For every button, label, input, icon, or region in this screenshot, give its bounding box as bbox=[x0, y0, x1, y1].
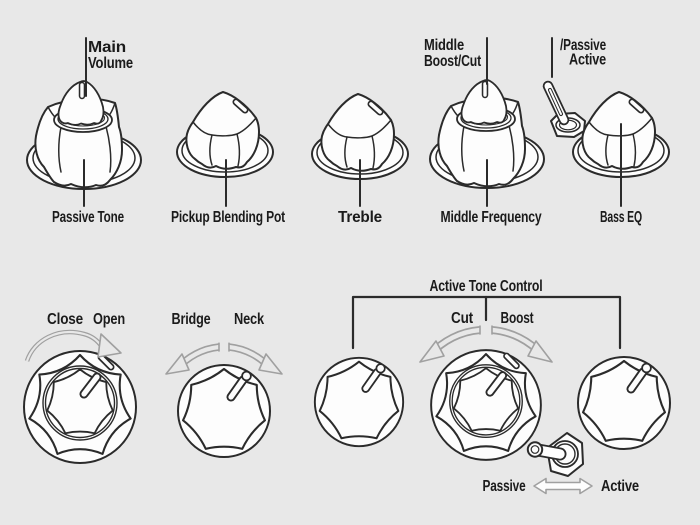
label-close: Close bbox=[47, 311, 84, 328]
bracket-active-tone bbox=[353, 297, 620, 348]
label-treble: Treble bbox=[338, 209, 383, 226]
knob-top-cut-boost bbox=[431, 350, 541, 460]
label-passive-tone: Passive Tone bbox=[52, 209, 125, 226]
knob-top-active-tone-right bbox=[578, 357, 670, 449]
bottom-row bbox=[24, 278, 670, 495]
callout-main-volume-line1: Main bbox=[88, 39, 126, 56]
direction-arrow-passive-active bbox=[534, 479, 592, 494]
label-active: Active bbox=[601, 478, 640, 495]
label-pickup-blending-pot: Pickup Blending Pot bbox=[171, 209, 286, 226]
label-neck: Neck bbox=[234, 311, 265, 328]
knob-top-bridge-neck bbox=[178, 365, 270, 457]
label-passive: Passive bbox=[482, 478, 526, 495]
callout-switch-line2: Active bbox=[569, 51, 607, 69]
label-bass-eq: Bass EQ bbox=[600, 209, 643, 226]
arrowhead-open bbox=[98, 334, 121, 357]
knob-top-close-open bbox=[24, 351, 136, 463]
callout-middle-boost-cut-line1: Middle bbox=[424, 37, 465, 54]
label-active-tone-control: Active Tone Control bbox=[429, 278, 543, 295]
label-open: Open bbox=[93, 311, 125, 328]
passive-active-toggle-switch bbox=[528, 433, 583, 476]
callout-main-volume-line2: Volume bbox=[88, 55, 134, 72]
top-row bbox=[27, 37, 669, 226]
callout-middle-boost-cut-line2: Boost/Cut bbox=[424, 53, 482, 70]
callout-switch-line1: /Passive bbox=[560, 37, 607, 54]
active-passive-toggle-switch bbox=[548, 86, 585, 137]
label-middle-frequency: Middle Frequency bbox=[440, 209, 542, 226]
label-boost: Boost bbox=[500, 310, 534, 327]
label-bridge: Bridge bbox=[171, 311, 211, 328]
label-cut: Cut bbox=[451, 310, 474, 327]
knob-top-active-tone-left bbox=[315, 358, 403, 446]
